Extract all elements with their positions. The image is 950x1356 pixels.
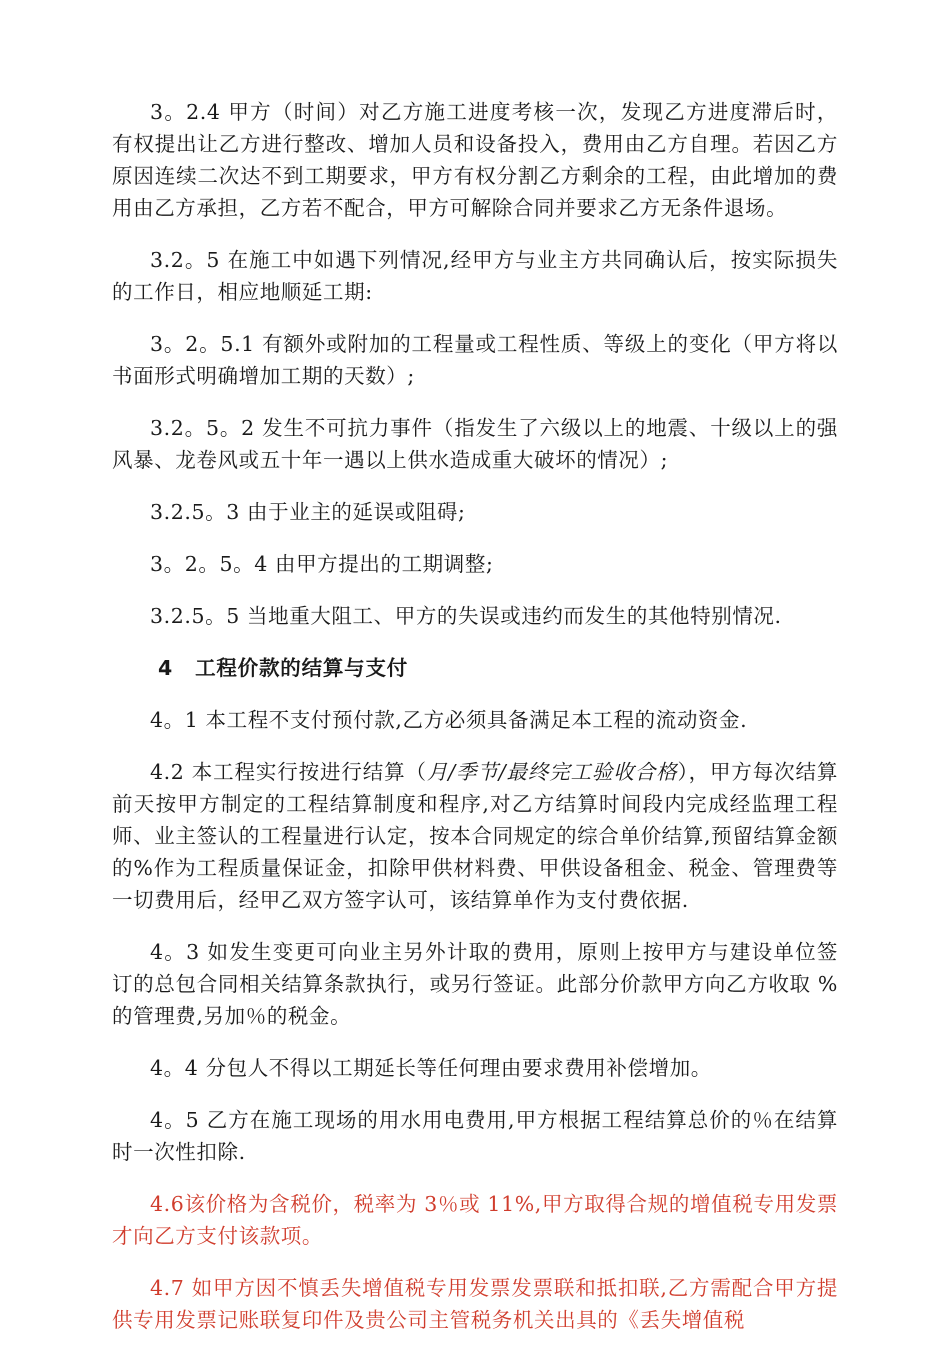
clause-4-1: 4。1 本工程不支付预付款,乙方必须具备满足本工程的流动资金. [150, 708, 748, 732]
clause-3-2-5-1: 3。2。5.1 有额外或附加的工程量或工程性质、等级上的变化（甲方将以书面形式明确增加工期的天数）; [112, 332, 838, 388]
clause-4-4: 4。4 分包人不得以工期延长等任何理由要求费用补偿增加。 [150, 1056, 712, 1080]
clause-3-2-5-5: 3.2.5。5 当地重大阻工、甲方的失误或违约而发生的其他特别情况. [150, 604, 782, 628]
clause-3-2-4: 3。2.4 甲方（时间）对乙方施工进度考核一次，发现乙方进度滞后时，有权提出让乙方进行整改、增加人员和设备投入，费用由乙方自理。若因乙方原因连续二次达不到工期要求，甲方有权分割乙方剩余的工程，由此增加的费用由乙方承担，乙方若不配合，甲方可解除合同并要求乙方无条件退场。 [112, 100, 838, 220]
clause-4-2-italic: 月/季节/最终完工验收合格 [426, 760, 678, 784]
clause-4-2-part-a: 4.2 本工程实行按进行结算（ [150, 760, 427, 784]
document-page [112, 96, 838, 1356]
clause-3-2-5-2: 3.2。5。2 发生不可抗力事件（指发生了六级以上的地震、十级以上的强风暴、龙卷风或五十年一遇以上供水造成重大破坏的情况）; [112, 416, 838, 472]
clause-4-6-text: 该价格为含税价，税率为 3％或 11%,甲方取得合规的增值税专用发票才向乙方支付该款项。 [112, 1192, 838, 1248]
clause-4-7: 4.7 如甲方因不慎丢失增值税专用发票发票联和抵扣联,乙方需配合甲方提供专用发票记账联复印件及贵公司主管税务机关出具的《丢失增值税 [112, 1276, 838, 1332]
clause-4-3: 4。3 如发生变更可向业主另外计取的费用，原则上按甲方与建设单位签订的总包合同相关结算条款执行，或另行签证。此部分价款甲方向乙方收取 %的管理费,另加％的税金。 [112, 940, 838, 1028]
section-title: 工程价款的结算与支付 [195, 656, 409, 680]
clause-3-2-5-3: 3.2.5。3 由于业主的延误或阻碍; [150, 500, 466, 524]
clause-4-2-part-b: ），甲方每次结算前天按甲方制定的工程结算制度和程序,对乙方结算时间段内完成经监理工程师、业主签认的工程量进行认定，按本合同规定的综合单价结算,预留结算金额的%作为工程质量保证金，扣除甲供材料费、甲供设备租金、税金、管理费等一切费用后，经甲乙双方签字认可，该结算单作为支付费依据. [112, 760, 838, 912]
clause-4-2 [112, 756, 838, 916]
section-4-heading [112, 652, 838, 684]
clause-4-6-number: 4.6 [150, 1192, 185, 1216]
clause-4-6 [112, 1188, 838, 1252]
clause-4-5: 4。5 乙方在施工现场的用水用电费用,甲方根据工程结算总价的％在结算时一次性扣除. [112, 1108, 838, 1164]
section-number: 4 [158, 656, 174, 680]
clause-3-2-5: 3.2。5 在施工中如遇下列情况,经甲方与业主方共同确认后，按实际损失的工作日，相应地顺延工期: [112, 248, 838, 304]
clause-3-2-5-4: 3。2。5。4 由甲方提出的工期调整; [150, 552, 494, 576]
